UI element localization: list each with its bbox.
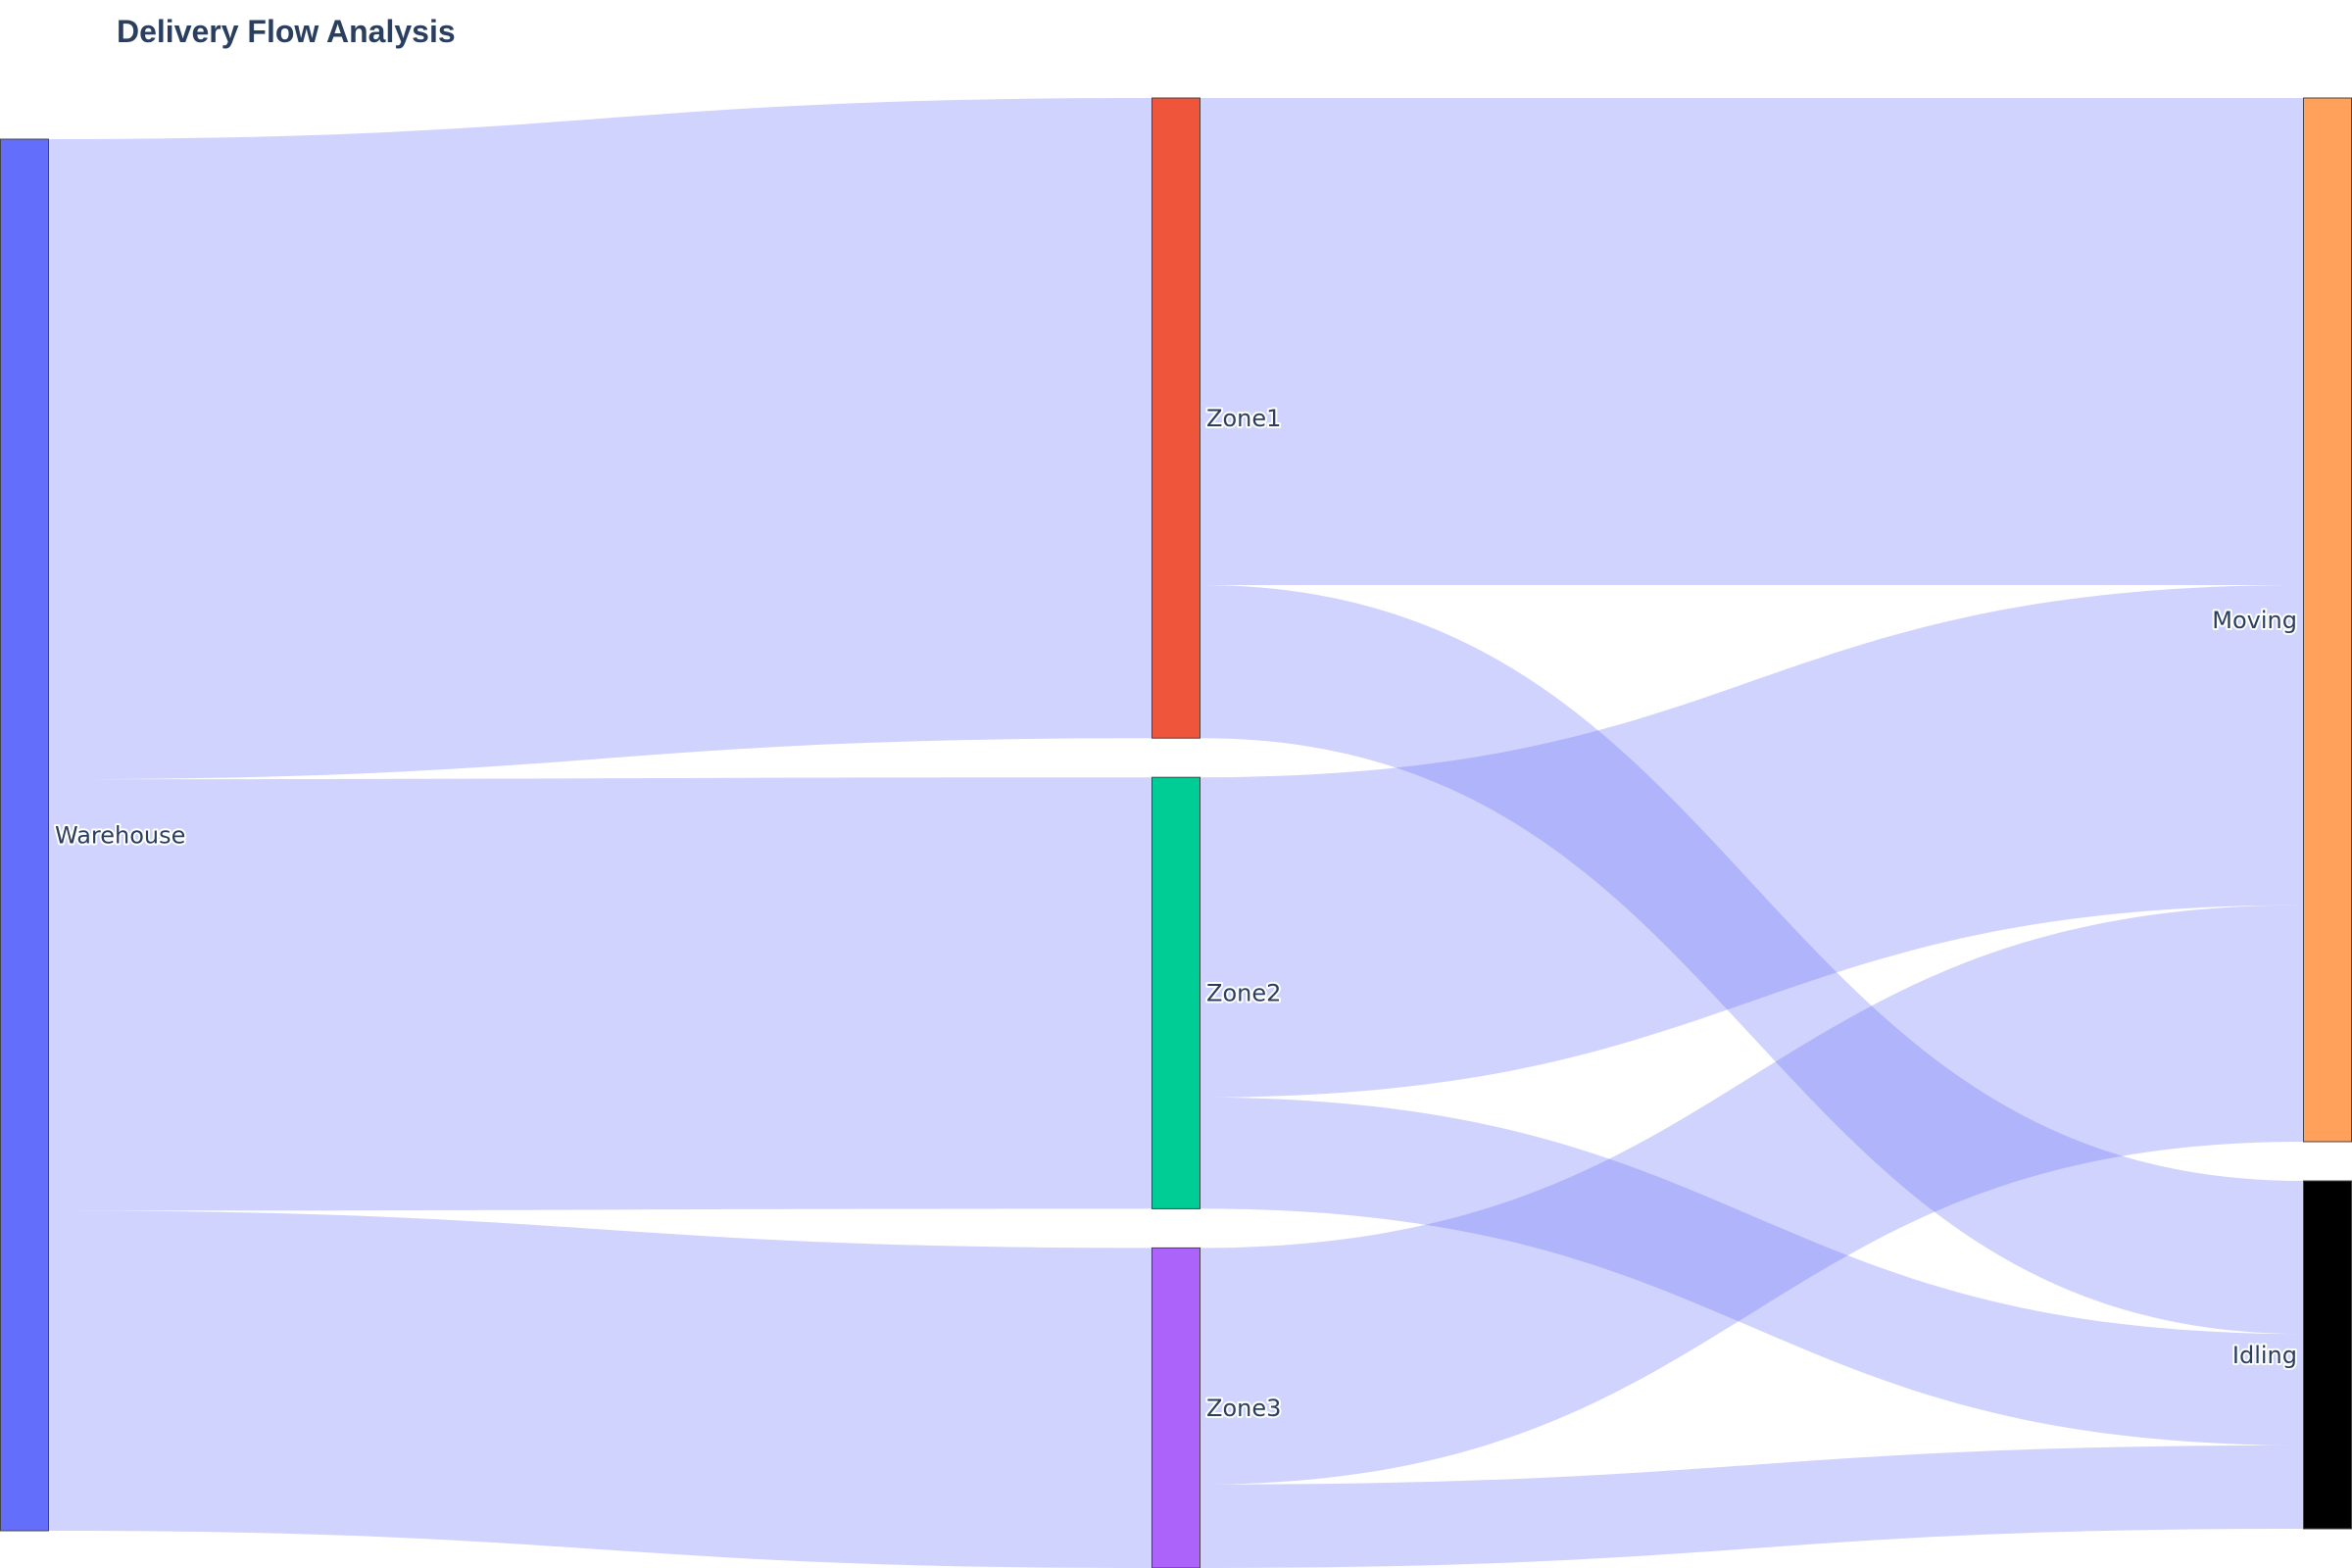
- link-warehouse-to-zone1[interactable]: [49, 98, 1152, 779]
- node-label-zone2: Zone2: [1206, 979, 1282, 1007]
- node-label-zone3: Zone3: [1206, 1395, 1282, 1423]
- node-warehouse[interactable]: [1, 139, 49, 1531]
- node-idling[interactable]: [2304, 1181, 2352, 1529]
- chart-title: Delivery Flow Analysis: [117, 14, 456, 49]
- node-moving[interactable]: [2304, 98, 2352, 1142]
- node-label-zone1: Zone1: [1206, 405, 1282, 432]
- node-label-warehouse: Warehouse: [55, 821, 186, 850]
- node-label-idling: Idling: [2231, 1341, 2297, 1369]
- link-warehouse-to-zone3[interactable]: [49, 1210, 1152, 1568]
- node-zone1[interactable]: [1152, 98, 1200, 738]
- node-zone2[interactable]: [1152, 777, 1200, 1208]
- node-zone3[interactable]: [1152, 1248, 1200, 1568]
- node-label-moving: Moving: [2212, 606, 2297, 634]
- link-warehouse-to-zone2[interactable]: [49, 777, 1152, 1210]
- link-zone1-to-moving[interactable]: [1200, 98, 2303, 585]
